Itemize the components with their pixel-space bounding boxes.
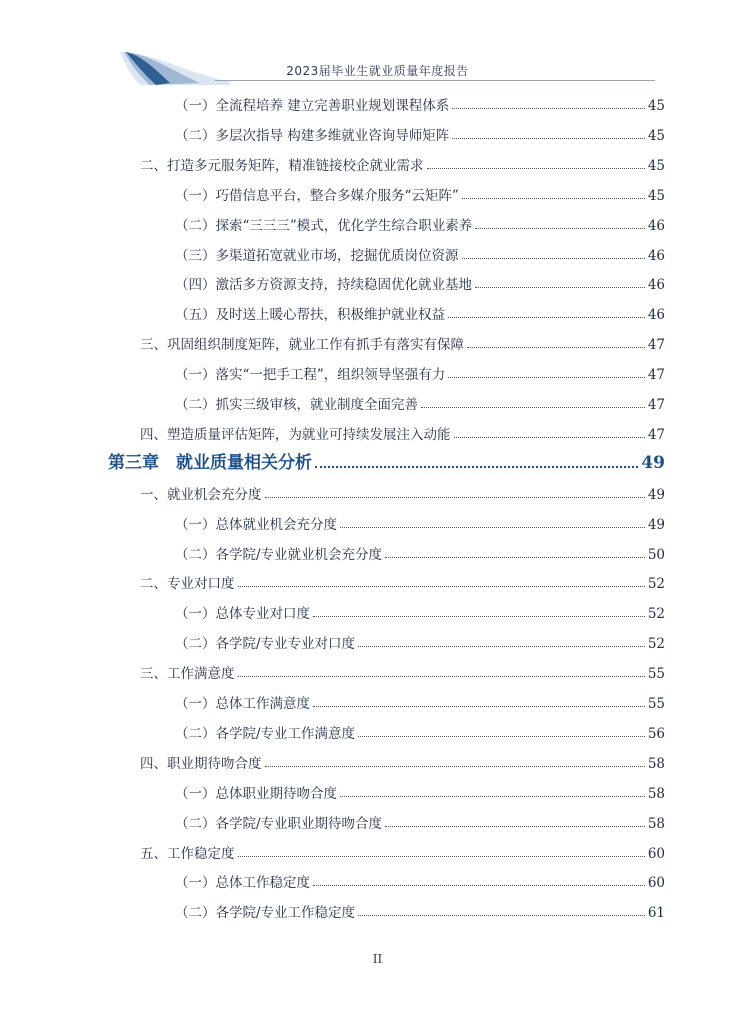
toc-entry[interactable] [175,180,665,204]
toc-entry[interactable] [175,808,665,832]
toc-entry-label: 五、工作稳定度 [140,845,235,862]
toc-leader-dots [475,287,645,288]
toc-entry-page: 55 [647,696,665,712]
toc-entry-label: 四、职业期待吻合度 [140,755,262,772]
toc-leader-dots [462,198,645,199]
toc-leader-dots [385,826,645,827]
toc-entry[interactable] [175,897,665,921]
toc-entry[interactable] [140,150,665,174]
toc-entry-label: （一）巧借信息平台，整合多媒介服务“云矩阵” [175,187,459,204]
toc-entry[interactable] [175,359,665,383]
toc-entry-label: （一）全流程培养 建立完善职业规划课程体系 [175,98,450,114]
toc-entry-label: （一）总体工作满意度 [175,696,310,712]
toc-entry-label: （二）多层次指导 构建多维就业咨询导师矩阵 [175,127,450,144]
toc-entry-page: 45 [647,187,665,204]
toc-entry-page: 47 [647,426,665,443]
toc-entry-page: 52 [647,576,665,593]
toc-leader-dots [340,796,645,797]
toc-entry-page: 52 [647,606,665,623]
toc-entry-label: （一）总体工作稳定度 [175,875,310,892]
toc-entry-label: （二）各学院/专业专业对口度 [175,636,356,653]
toc-entry-page: 56 [647,725,665,742]
toc-entry-label: （三）多渠道拓宽就业市场，挖掘优质岗位资源 [175,247,459,264]
toc-leader-dots [238,586,645,587]
toc-entry-label: （四）激活多方资源支持，持续稳固优化就业基地 [175,277,472,294]
toc-entry-page: 46 [647,217,665,234]
toc-leader-dots [265,766,645,767]
toc-entry-page: 45 [647,98,665,114]
toc-leader-dots [452,108,645,109]
toc-entry-label: （二）各学院/专业职业期待吻合度 [175,815,383,832]
toc-leader-dots [358,736,645,737]
toc-entry[interactable] [175,299,665,323]
toc-entry-page: 52 [647,636,665,653]
toc-leader-dots [421,407,645,408]
toc-entry-page: 46 [647,307,665,324]
toc-entry-label: 三、工作满意度 [140,666,235,683]
toc-entry-page: 58 [647,785,665,802]
toc-entry-label: 二、打造多元服务矩阵，精准链接校企就业需求 [140,157,424,174]
toc-entry-page: 47 [647,337,665,354]
toc-entry-label: （二）各学院/专业工作稳定度 [175,905,356,922]
toc-entry[interactable] [175,269,665,293]
toc-entry[interactable] [140,748,665,772]
toc-entry-page: 60 [647,845,665,862]
header-divider [215,80,655,81]
toc-entry-label: 一、就业机会充分度 [140,486,262,503]
toc-entry-label: （一）总体就业机会充分度 [175,516,337,533]
toc-entry[interactable] [140,568,665,592]
toc-entry-label: （五）及时送上暖心帮扶，积极维护就业权益 [175,307,445,324]
toc-leader-dots [385,557,645,558]
toc-leader-dots [448,377,645,378]
toc-entry[interactable] [140,329,665,353]
toc-entry-label: 第三章 就业质量相关分析 [108,452,312,473]
toc-entry-label: （一）总体职业期待吻合度 [175,785,337,802]
toc-entry-page: 46 [647,277,665,294]
toc-leader-dots [475,228,645,229]
toc-entry[interactable] [175,120,665,144]
toc-entry-page: 47 [647,367,665,384]
toc-entry[interactable] [175,539,665,563]
toc-leader-dots [358,915,645,916]
toc-entry-label: 二、专业对口度 [140,576,235,593]
toc-leader-dots [313,885,645,886]
toc-entry[interactable] [175,867,665,891]
toc-entry[interactable] [175,598,665,622]
toc-leader-dots [448,317,645,318]
header-title: 2023届毕业生就业质量年度报告 [286,64,469,78]
toc-entry-label: （二）各学院/专业就业机会充分度 [175,546,383,563]
toc-entry[interactable] [175,210,665,234]
toc-entry-label: （二）抓实三级审核，就业制度全面完善 [175,397,418,413]
toc-entry-page: 58 [647,755,665,772]
toc-entry[interactable] [140,658,665,682]
toc-chapter-entry[interactable] [108,449,665,473]
toc-entry-page: 49 [647,516,665,533]
toc-leader-dots [427,168,645,169]
toc-leader-dots [313,616,645,617]
toc-entry-label: （二）各学院/专业工作满意度 [175,725,356,742]
toc-entry[interactable] [140,479,665,503]
toc-entry-page: 45 [647,127,665,144]
toc-entry-label: （一）总体专业对口度 [175,606,310,623]
toc-leader-dots [340,527,645,528]
toc-entry-label: （一）落实“一把手工程”，组织领导坚强有力 [175,367,446,384]
toc-leader-dots [454,437,645,438]
toc-entry-page: 58 [647,815,665,832]
toc-entry-label: （二）探索“三三三”模式，优化学生综合职业素养 [175,217,473,234]
toc-entry[interactable] [175,718,665,742]
page-header [0,50,755,85]
toc-entry-page: 49 [641,452,665,473]
toc-entry-page: 55 [647,666,665,683]
toc-entry[interactable] [175,240,665,264]
toc-leader-dots [358,646,645,647]
toc-entry-page: 60 [647,875,665,892]
toc-entry-page: 45 [647,157,665,174]
toc-entry-page: 61 [647,905,665,922]
toc-entry-page: 49 [647,486,665,503]
page-number: II [372,952,383,966]
toc-entry-label: 四、塑造质量评估矩阵，为就业可持续发展注入动能 [140,426,451,443]
toc-leader-dots [265,497,645,498]
toc-entry-label: 三、巩固组织制度矩阵，就业工作有抓手有落实有保障 [140,337,464,354]
toc-entry[interactable] [175,628,665,652]
toc-entry-page: 50 [647,546,665,563]
toc-entry[interactable] [140,838,665,862]
toc-entry[interactable] [175,389,665,413]
toc-entry[interactable] [175,90,665,114]
toc-entry[interactable] [175,688,665,712]
toc-leader-dots [467,347,645,348]
toc-entry[interactable] [140,419,665,443]
toc-entry-page: 46 [647,247,665,264]
toc-leader-dots [238,856,645,857]
toc-entry[interactable] [175,509,665,533]
toc-entry-page: 47 [647,397,665,413]
toc-leader-dots [238,676,645,677]
toc-leader-dots [462,258,645,259]
toc-leader-dots [315,466,638,468]
toc-leader-dots [452,138,645,139]
toc-leader-dots [313,706,645,707]
toc-entry[interactable] [175,778,665,802]
